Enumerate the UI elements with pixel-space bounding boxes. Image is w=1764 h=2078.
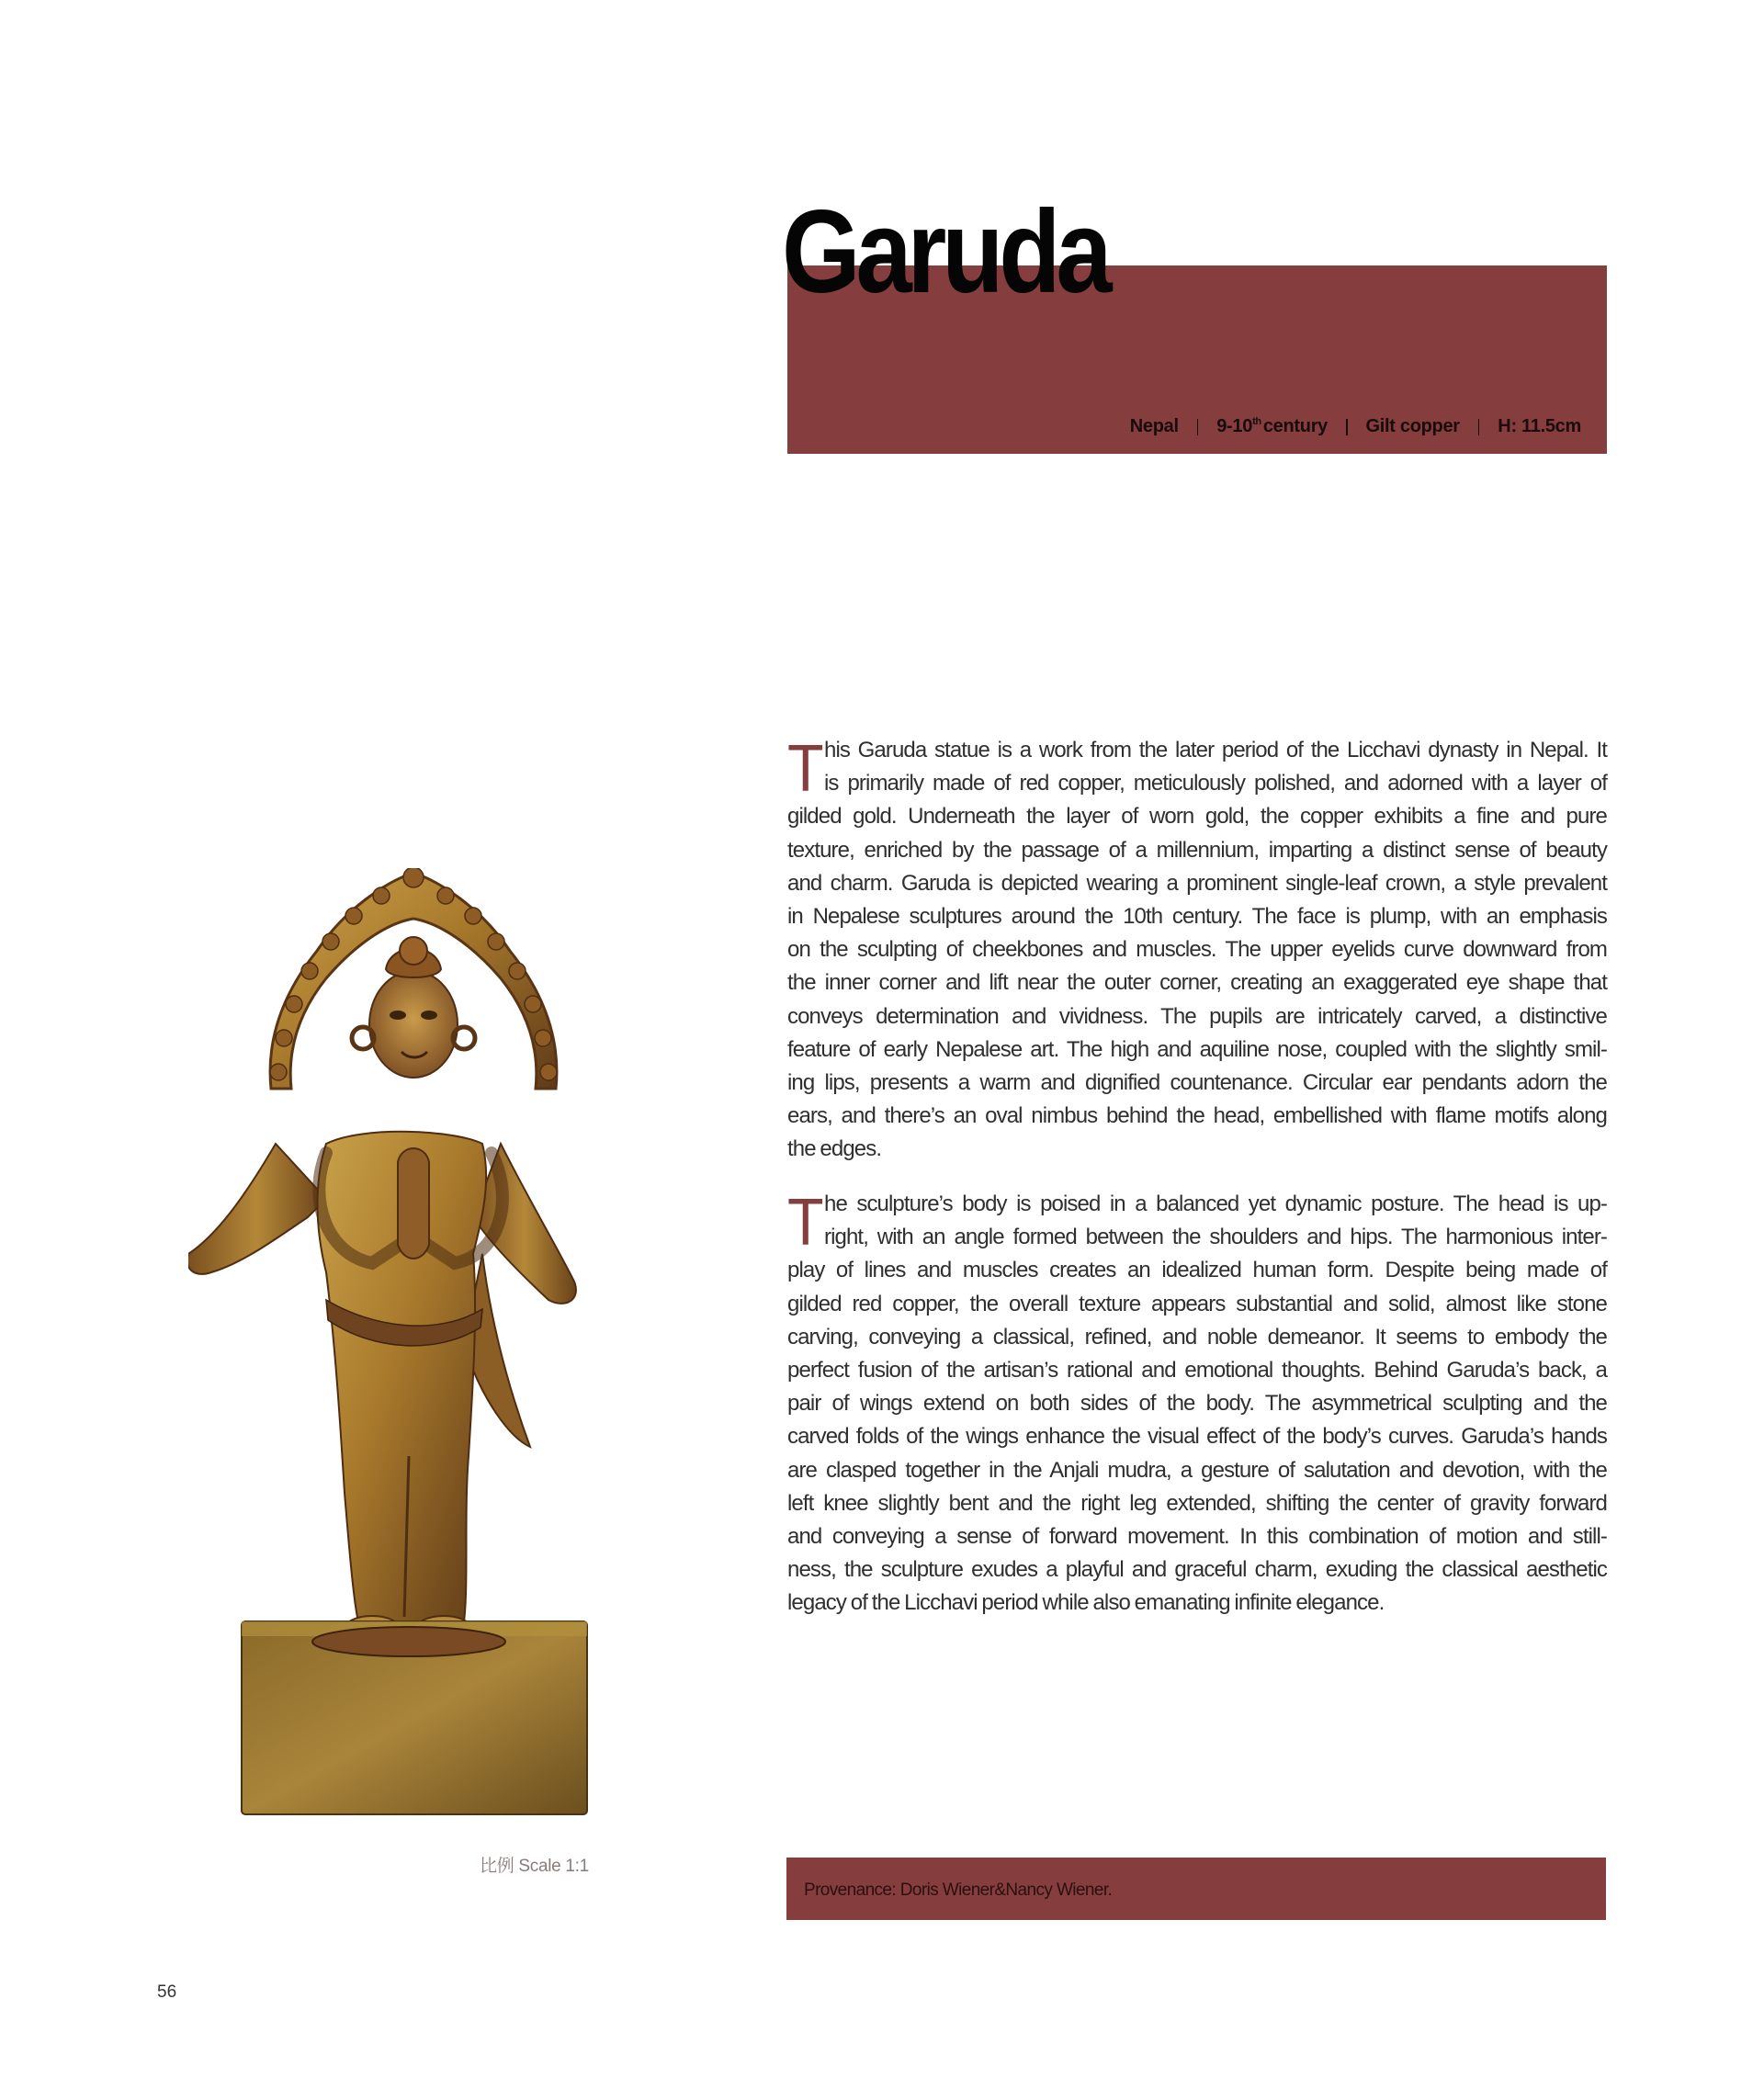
meta-separator: [1346, 419, 1348, 435]
text-line: the edges.: [787, 1136, 882, 1162]
text-line: legacy of the Licchavi period while also emanating infinite elegance.: [787, 1590, 1385, 1616]
text-line: gilded gold. Underneath the layer of worn gold, the copper exhibits a fine and pure: [787, 804, 1607, 830]
text-line: perfect fusion of the artisan’s rational and emotional thoughts. Behind Garuda’s back, a: [787, 1357, 1607, 1383]
text-line: carved folds of the wings enhance the visual effect of the body’s curves. Garuda’s hands: [787, 1424, 1607, 1450]
text-line: his Garuda statue is a work from the later period of the Licchavi dynasty in Nepal. It: [824, 738, 1607, 762]
text-line: on the sculpting of cheekbones and muscles. The upper eyelids curve downward from: [787, 937, 1607, 963]
meta-height: H: 11.5cm: [1498, 416, 1581, 436]
meta-separator: [1478, 419, 1480, 435]
text-line: in Nepalese sculptures around the 10th century. The face is plump, with an emphasis: [787, 903, 1607, 929]
text-line: is primarily made of red copper, meticulously polished, and adorned with a layer of: [824, 771, 1607, 796]
garuda-statue-image: [188, 868, 602, 1819]
paragraph-1: [787, 734, 1607, 1166]
text-line: are clasped together in the Anjali mudra, a gesture of salutation and devotion, with the: [787, 1457, 1607, 1483]
meta-date-rest: century: [1262, 416, 1329, 436]
text-line: ness, the sculpture exudes a playful and graceful charm, exuding the classical aesthetic: [787, 1557, 1607, 1583]
drop-cap: T: [787, 1186, 823, 1259]
text-line: feature of early Nepalese art. The high and aquiline nose, coupled with the slightly smil-: [787, 1036, 1607, 1062]
object-metadata: [1130, 416, 1581, 437]
text-line: play of lines and muscles creates an idealized human form. Despite being made of: [787, 1258, 1607, 1283]
provenance-bar: [786, 1858, 1606, 1920]
text-line: conveys determination and vividness. The pupils are intricately carved, a distinctive: [787, 1003, 1607, 1029]
text-line: ears, and there’s an oval nimbus behind the head, embellished with flame motifs along: [787, 1103, 1607, 1129]
paragraph-2: [787, 1188, 1607, 1620]
text-line: left knee slightly bent and the right leg extended, shifting the center of gravity forward: [787, 1490, 1607, 1516]
text-line: ing lips, presents a warm and dignified countenance. Circular ear pendants adorn the: [787, 1069, 1607, 1095]
text-line: and conveying a sense of forward movement. In this combination of motion and still-: [787, 1523, 1607, 1549]
text-line: gilded red copper, the overall texture appears substantial and solid, almost like stone: [787, 1291, 1607, 1316]
text-line: the inner corner and lift near the outer corner, creating an exaggerated eye shape that: [787, 970, 1607, 996]
text-line: right, with an angle formed between the shoulders and hips. The harmonious inter-: [824, 1225, 1607, 1250]
meta-material: Gilt copper: [1365, 416, 1460, 436]
text-line: he sculpture’s body is poised in a balanced yet dynamic posture. The head is up-: [824, 1191, 1607, 1216]
meta-date-prefix: 9-10: [1216, 416, 1253, 436]
text-line: texture, enriched by the passage of a millennium, imparting a distinct sense of beauty: [787, 837, 1607, 863]
meta-date: [1216, 416, 1328, 437]
page-number: 56: [157, 1982, 177, 2002]
provenance-text: Provenance: Doris Wiener&Nancy Wiener.: [804, 1880, 1113, 1900]
meta-origin: Nepal: [1129, 416, 1179, 436]
text-line: pair of wings extend on both sides of the body. The asymmetrical sculpting and the: [787, 1391, 1607, 1417]
meta-separator: [1197, 419, 1199, 435]
meta-date-suffix: th: [1252, 416, 1261, 427]
text-line: carving, conveying a classical, refined, and noble demeanor. It seems to embody the: [787, 1324, 1607, 1350]
scale-caption: 比例 Scale 1:1: [480, 1857, 589, 1876]
drop-cap: T: [787, 732, 823, 806]
text-line: and charm. Garuda is depicted wearing a prominent single-leaf crown, a style prevalent: [787, 870, 1607, 896]
page-title: Garuda: [782, 186, 1108, 318]
